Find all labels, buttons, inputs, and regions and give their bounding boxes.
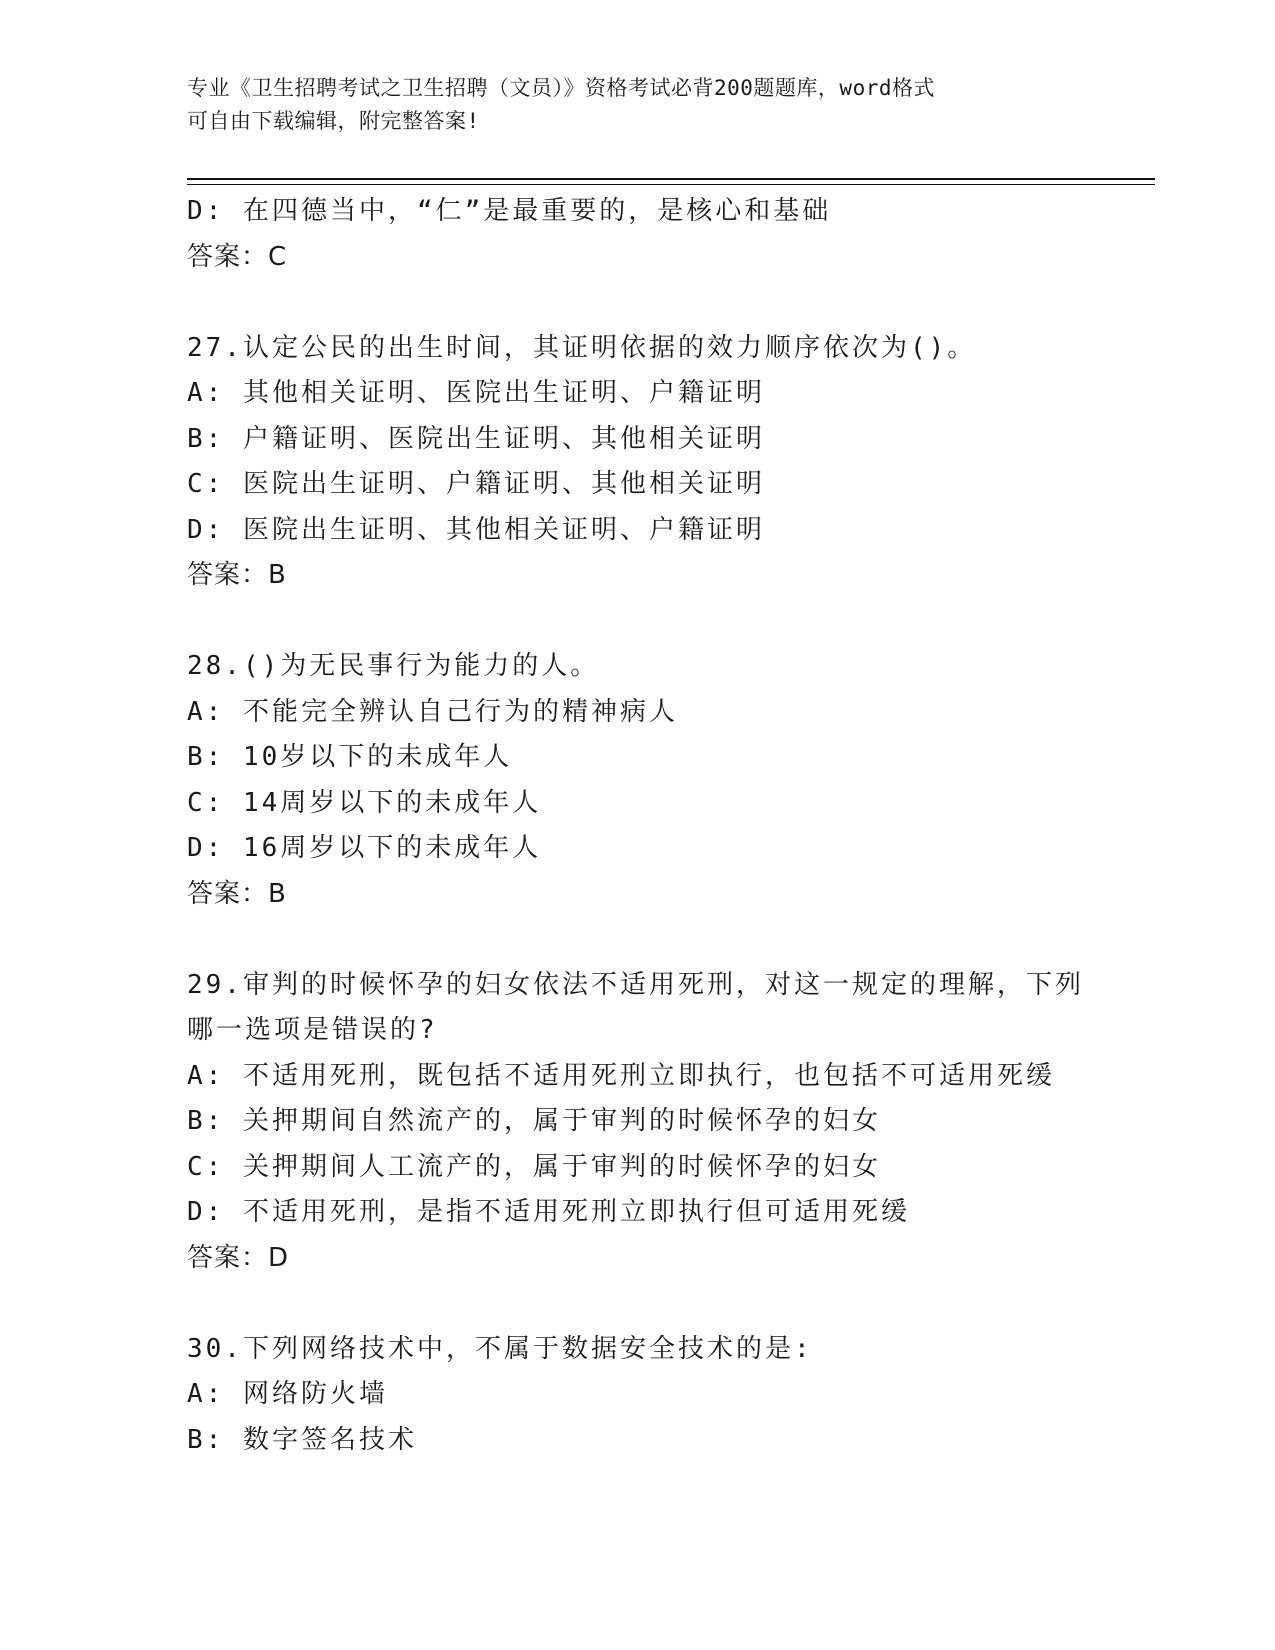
answer: 答案：B [187,560,287,590]
option-b: B: 数字签名技术 [187,1424,417,1455]
answer: 答案：B [187,878,287,909]
option-a: A: 不能完全辨认自己行为的精神病人 [187,696,678,727]
spacer [187,1281,1137,1327]
question-stem-line-2: 哪一选项是错误的? [187,1015,438,1045]
spacer [187,280,1137,326]
question-content [187,189,1137,1463]
question-30 [187,1327,1137,1464]
option-b: B: 关押期间自然流产的，属于审判的时候怀孕的妇女 [187,1106,881,1136]
answer: 答案：D [187,1242,290,1273]
question-27 [187,326,1137,599]
option-c: C: 医院出生证明、户籍证明、其他相关证明 [187,469,765,499]
option-d: D: 不适用死刑，是指不适用死刑立即执行但可适用死缓 [187,1197,910,1227]
option-d: D: 医院出生证明、其他相关证明、户籍证明 [187,514,765,545]
header-rule-thick [187,178,1155,180]
prev-answer: 答案：C [187,241,288,272]
document-header [187,72,1087,138]
question-stem: 27.认定公民的出生时间，其证明依据的效力顺序依次为()。 [187,332,977,363]
question-29 [187,963,1137,1282]
option-b: B: 户籍证明、医院出生证明、其他相关证明 [187,423,765,454]
option-c: C: 关押期间人工流产的，属于审判的时候怀孕的妇女 [187,1151,881,1182]
question-stem: 28.()为无民事行为能力的人。 [187,651,600,681]
question-stem-line-1: 29.审判的时候怀孕的妇女依法不适用死刑，对这一规定的理解，下列 [187,969,1084,1000]
prev-option-d: D: 在四德当中，“仁”是最重要的，是核心和基础 [187,196,832,226]
option-a: A: 其他相关证明、医院出生证明、户籍证明 [187,378,765,408]
question-28 [187,644,1137,917]
option-d: D: 16周岁以下的未成年人 [187,833,542,863]
spacer [187,599,1137,645]
header-line-1: 专业《卫生招聘考试之卫生招聘（文员）》资格考试必背200题题库，word格式 [187,76,935,100]
header-rule-thin [187,184,1155,185]
option-a: A: 网络防火墙 [187,1379,388,1409]
header-line-2: 可自由下载编辑，附完整答案! [187,109,480,133]
question-stem: 30.下列网络技术中，不属于数据安全技术的是: [187,1333,813,1364]
option-a: A: 不适用死刑，既包括不适用死刑立即执行，也包括不可适用死缓 [187,1060,1055,1091]
spacer [187,917,1137,963]
option-b: B: 10岁以下的未成年人 [187,742,513,772]
option-c: C: 14周岁以下的未成年人 [187,787,542,818]
